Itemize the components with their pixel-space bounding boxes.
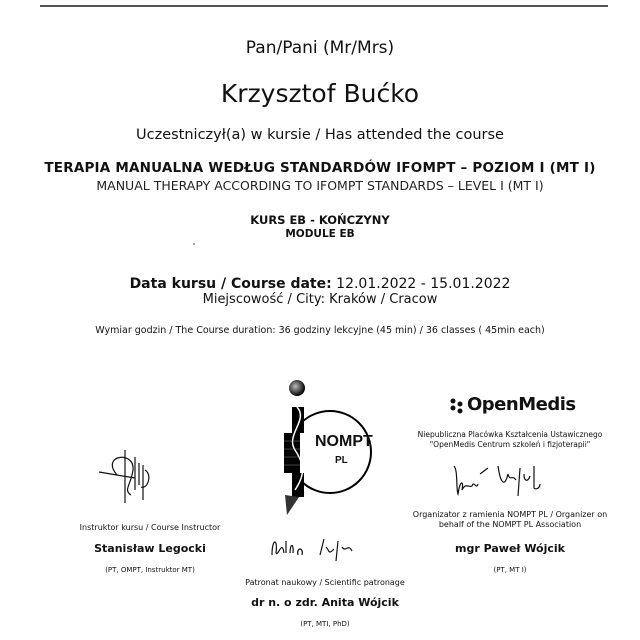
course-date-value: 12.01.2022 - 15.01.2022 bbox=[331, 276, 511, 292]
attended-text: Uczestniczył(a) w kursie / Has attended the course bbox=[136, 127, 504, 143]
course-title-en: MANUAL THERAPY ACCORDING TO IFOMPT STANDARDS – LEVEL I (MT I) bbox=[96, 178, 544, 193]
organizer-credentials: (PT, MT I) bbox=[493, 566, 527, 574]
nompt-logo bbox=[275, 375, 385, 515]
top-border-line bbox=[40, 5, 608, 7]
recipient-name: Krzysztof Bućko bbox=[220, 79, 420, 108]
openmedis-line2: "OpenMedis Centrum szkoleń i fizjoterapii" bbox=[429, 440, 591, 449]
organizer-signature-icon bbox=[450, 460, 550, 500]
module-title-pl: KURS EB - KOŃCZYNY bbox=[250, 213, 390, 227]
course-title-pl: TERAPIA MANUALNA WEDŁUG STANDARDÓW IFOMPT – POZIOM I (MT I) bbox=[44, 160, 596, 176]
course-date-label: Data kursu / Course date: bbox=[129, 276, 332, 292]
instructor-name: Stanisław Legocki bbox=[94, 542, 206, 555]
openmedis-logo bbox=[450, 394, 590, 418]
course-duration: Wymiar godzin / The Course duration: 36 godziny lekcyjne (45 min) / 36 classes ( 45min each) bbox=[95, 325, 545, 336]
module-title-en: MODULE EB bbox=[285, 228, 355, 240]
instructor-credentials: (PT, OMPT, Instruktor MT) bbox=[105, 566, 195, 574]
openmedis-logo-text: OpenMedis bbox=[467, 394, 576, 415]
instructor-role: Instruktor kursu / Course Instructor bbox=[79, 523, 221, 532]
organizer-role-line2: behalf of the NOMPT PL Association bbox=[438, 520, 582, 529]
organizer-role-line1: Organizator z ramienia NOMPT PL / Organizer on bbox=[412, 510, 608, 519]
instructor-signature-icon bbox=[95, 445, 165, 505]
openmedis-line1: Niepubliczna Placówka Kształcenia Ustawicznego bbox=[417, 430, 603, 439]
organizer-name: mgr Paweł Wójcik bbox=[455, 542, 565, 555]
patron-signature-icon bbox=[268, 533, 368, 563]
nompt-logo-text: NOMPT bbox=[315, 433, 373, 450]
course-date bbox=[0, 276, 640, 292]
openmedis-dots-icon bbox=[450, 398, 464, 414]
patron-role: Patronat naukowy / Scientific patronage bbox=[245, 578, 405, 587]
salutation: Pan/Pani (Mr/Mrs) bbox=[245, 38, 395, 58]
patron-credentials: (PT, MTI, PhD) bbox=[300, 620, 350, 628]
course-city: Miejscowość / City: Kraków / Cracow bbox=[202, 292, 438, 307]
speck bbox=[193, 243, 195, 245]
nompt-logo-sub: PL bbox=[335, 455, 348, 466]
patron-name: dr n. o zdr. Anita Wójcik bbox=[251, 596, 399, 609]
